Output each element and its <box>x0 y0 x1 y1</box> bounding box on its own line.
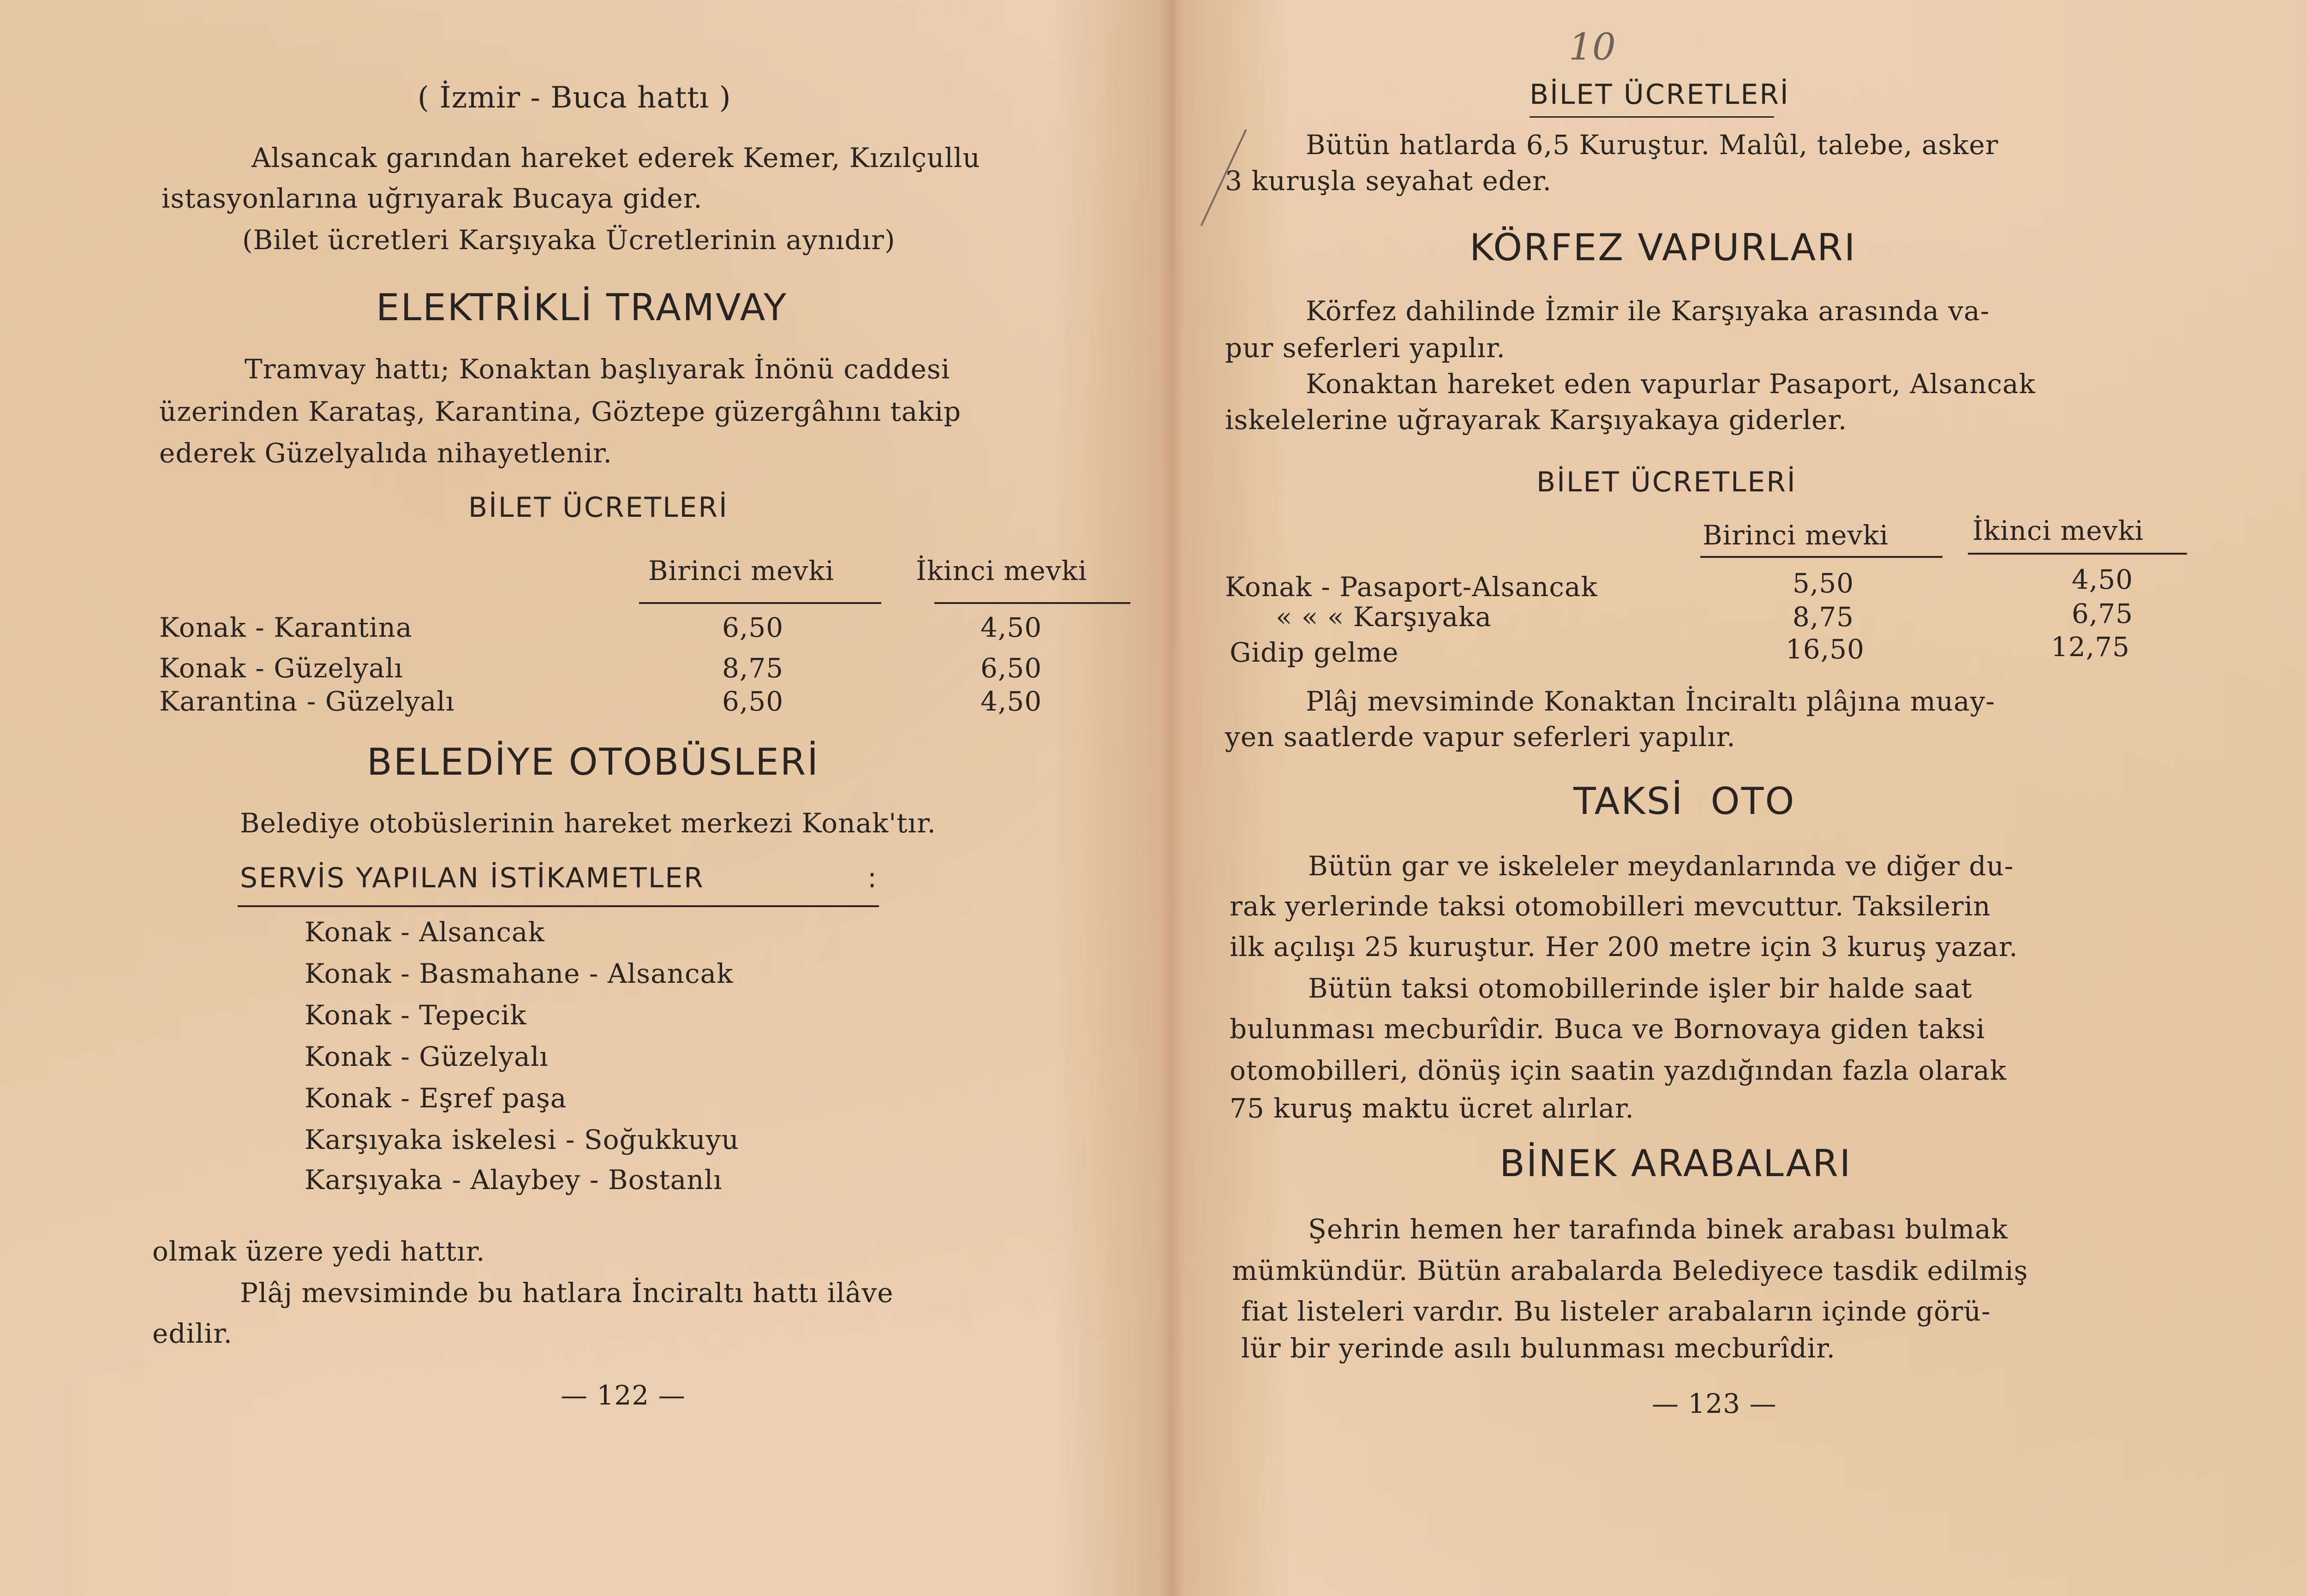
table-row-route: Karantina - Güzelyalı <box>159 686 455 717</box>
taksi-line-3: ilk açılışı 25 kuruştur. Her 200 metre için 3 kuruş yazar. <box>1230 931 2018 962</box>
taksi-line-7: 75 kuruş maktu ücret alırlar. <box>1230 1093 1634 1124</box>
vapur-line-1: Körfez dahilinde İzmir ile Karşıyaka arasında va- <box>1306 295 1990 327</box>
table-col-first: Birinci mevki <box>648 555 835 586</box>
plaj-line-1: Plâj mevsiminde Konaktan İnciraltı plâjına muay- <box>1306 686 1996 717</box>
servis-heading: SERVİS YAPILAN İSTİKAMETLER <box>240 862 705 894</box>
taksi-line-4: Bütün taksi otomobillerinde işler bir halde saat <box>1308 973 1972 1004</box>
vapur-col-second-rule <box>1968 553 2187 555</box>
tramvay-line-1: Tramvay hattı; Konaktan başlıyarak İnönü caddesi <box>245 353 950 385</box>
vapur-col-first: Birinci mevki <box>1703 520 1889 551</box>
taksi-line-5: bulunması mecburîdir. Buca ve Bornovaya giden taksi <box>1230 1013 1985 1045</box>
taksi-line-2: rak yerlerinde taksi otomobilleri mevcuttur. Taksilerin <box>1230 891 1991 922</box>
closing-line-2: Plâj mevsiminde bu hatlara İnciraltı hattı ilâve <box>240 1277 894 1309</box>
vapur-line-4: iskelelerine uğrayarak Karşıyakaya giderler. <box>1225 404 1847 436</box>
vapur-row-first: 16,50 <box>1786 634 1865 665</box>
buca-line-1: Alsancak garından hareket ederek Kemer, Kızılçullu <box>251 142 980 173</box>
table-row-second: 6,50 <box>980 652 1042 684</box>
tramvay-heading: ELEKTRİKLİ TRAMVAY <box>376 286 788 329</box>
servis-colon: : <box>867 862 879 894</box>
closing-line-3: edilir. <box>152 1318 233 1349</box>
vapur-row-second: 12,75 <box>2051 631 2130 663</box>
page-number-left: — 122 — <box>561 1380 686 1411</box>
table-row-route: Konak - Karantina <box>159 612 412 643</box>
table-row-route: Konak - Güzelyalı <box>159 652 403 684</box>
closing-line-1: olmak üzere yedi hattır. <box>152 1236 485 1267</box>
plaj-line-2: yen saatlerde vapur seferleri yapılır. <box>1225 721 1736 753</box>
binek-heading: BİNEK ARABALARI <box>1500 1142 1852 1185</box>
buca-line-2: istasyonlarına uğrıyarak Bucaya gider. <box>161 183 703 214</box>
right-ticket-line-2: 3 kuruşla seyahat eder. <box>1225 165 1552 197</box>
vapur-col-second: İkinci mevki <box>1972 515 2144 546</box>
table-row-second: 4,50 <box>980 612 1042 643</box>
buca-line-3: (Bilet ücretleri Karşıyaka Ücretlerinin aynıdır) <box>242 224 896 256</box>
table-row-first: 6,50 <box>722 686 784 717</box>
binek-line-1: Şehrin hemen her tarafında binek arabası bulmak <box>1308 1213 2008 1245</box>
vapur-row-second: 6,75 <box>2072 598 2134 629</box>
otobus-intro: Belediye otobüslerinin hareket merkezi Konak'tır. <box>240 807 936 839</box>
table-row-first: 6,50 <box>722 612 784 643</box>
right-page <box>1167 0 2307 1596</box>
otobus-heading: BELEDİYE OTOBÜSLERİ <box>367 741 819 783</box>
right-ticket-underline <box>1530 116 1774 118</box>
vapur-line-3: Konaktan hareket eden vapurlar Pasaport, Alsancak <box>1306 368 2036 400</box>
vapur-ticket-heading: BİLET ÜCRETLERİ <box>1536 466 1797 498</box>
vapur-row-second: 4,50 <box>2072 564 2134 595</box>
route-item: Karşıyaka iskelesi - Soğukkuyu <box>305 1124 739 1155</box>
taksi-line-1: Bütün gar ve iskeleler meydanlarında ve diğer du- <box>1308 850 2014 882</box>
tramvay-line-3: ederek Güzelyalıda nihayetlenir. <box>159 437 612 469</box>
taksi-heading: TAKSİ OTO <box>1573 780 1796 823</box>
binek-line-2: mümkündür. Bütün arabalarda Belediyece tasdik edilmiş <box>1232 1255 2028 1286</box>
table-col-first-rule <box>639 602 881 604</box>
vapur-line-2: pur seferleri yapılır. <box>1225 332 1506 364</box>
route-item: Konak - Basmahane - Alsancak <box>305 958 734 989</box>
servis-underline <box>238 905 879 907</box>
taksi-line-6: otomobilleri, dönüş için saatin yazdığından fazla olarak <box>1230 1055 2007 1086</box>
route-item: Konak - Güzelyalı <box>305 1041 549 1072</box>
route-item: Konak - Eşref paşa <box>305 1082 567 1114</box>
tramvay-ticket-heading: BİLET ÜCRETLERİ <box>468 491 729 524</box>
tramvay-line-2: üzerinden Karataş, Karantina, Göztepe güzergâhını takip <box>159 396 962 427</box>
table-row-second: 4,50 <box>980 686 1042 717</box>
vapur-col-first-rule <box>1700 556 1942 558</box>
vapur-row-route: « « « Karşıyaka <box>1276 601 1492 633</box>
right-ticket-line-1: Bütün hatlarda 6,5 Kuruştur. Malûl, talebe, asker <box>1306 129 1999 161</box>
binek-line-4: lür bir yerinde asılı bulunması mecburîdir. <box>1241 1333 1836 1364</box>
route-item: Karşıyaka - Alaybey - Bostanlı <box>305 1164 723 1196</box>
page-number-right: — 123 — <box>1652 1388 1777 1419</box>
table-col-second-rule <box>934 602 1130 604</box>
buca-heading: ( İzmir - Buca hattı ) <box>418 81 731 115</box>
route-item: Konak - Alsancak <box>305 916 545 948</box>
right-ticket-heading: BİLET ÜCRETLERİ <box>1530 78 1790 111</box>
route-item: Konak - Tepecik <box>305 999 527 1031</box>
binek-line-3: fiat listeleri vardır. Bu listeler arabaların içinde görü- <box>1241 1296 1991 1327</box>
table-col-second: İkinci mevki <box>916 555 1088 586</box>
vapur-row-first: 5,50 <box>1793 568 1854 599</box>
vapur-row-first: 8,75 <box>1793 601 1854 633</box>
vapur-row-route: Gidip gelme <box>1230 637 1399 668</box>
vapur-row-route: Konak - Pasaport-Alsancak <box>1225 571 1598 603</box>
table-row-first: 8,75 <box>722 652 784 684</box>
pencil-mark: 10 <box>1569 25 1616 68</box>
vapur-heading: KÖRFEZ VAPURLARI <box>1470 226 1857 269</box>
